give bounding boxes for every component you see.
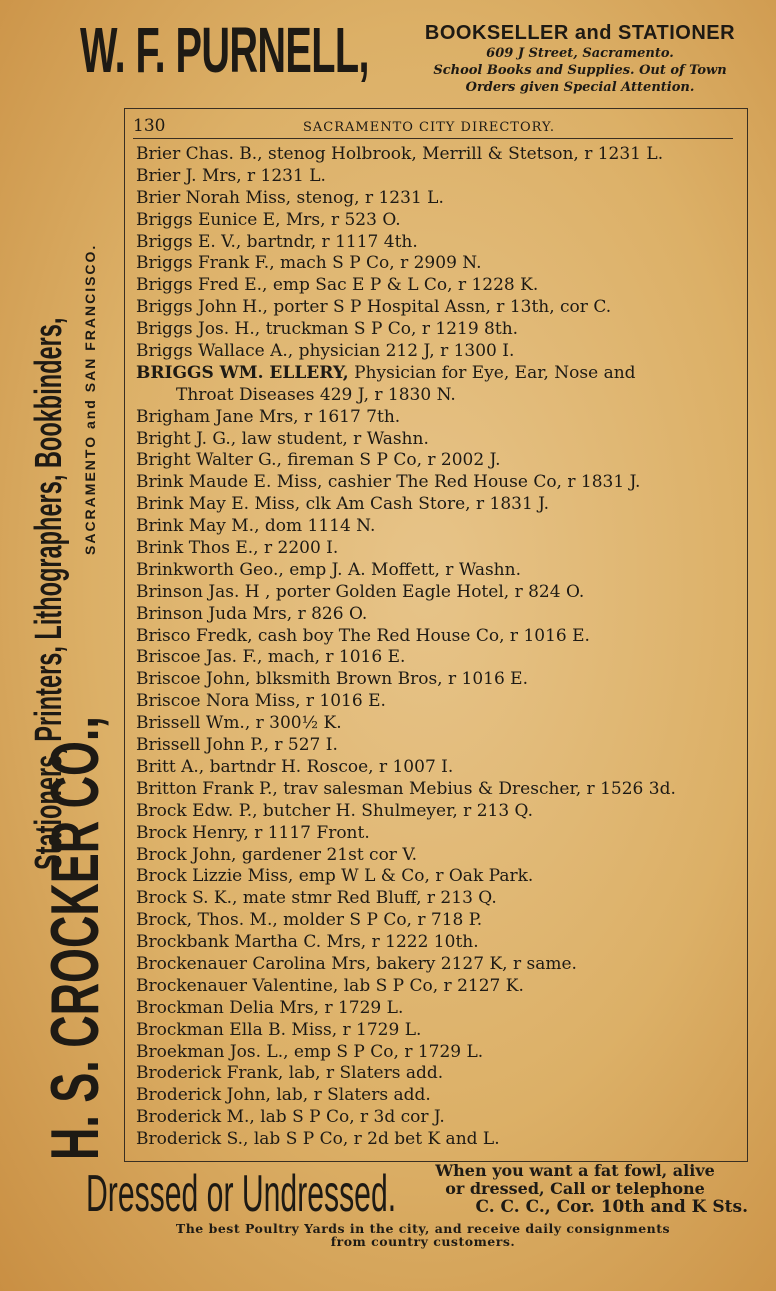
directory-entry: Briggs E. V., bartndr, r 1117 4th. [136,231,418,252]
directory-entry: Brigham Jane Mrs, r 1617 7th. [136,406,401,427]
directory-entry: Briscoe John, blksmith Brown Bros, r 1016 E. [136,669,528,690]
directory-entry: Britt A., bartndr H. Roscoe, r 1007 I. [136,756,454,777]
directory-entry: Brock John, gardener 21st cor V. [136,844,418,865]
sidebar-ad [20,60,130,1160]
directory-entry: Briggs Fred E., emp Sac E P & L Co, r 1228 K. [136,275,539,296]
directory-entry: Brockbank Martha C. Mrs, r 1222 10th. [136,932,479,953]
featured-entry-name: BRIGGS WM. ELLERY, [136,362,349,383]
page-number: 130 [133,116,166,136]
sidebar-cities: SACRAMENTO and SAN FRANCISCO. [82,243,98,555]
page-header [133,116,733,139]
directory-entry: Briggs Wallace A., physician 212 J, r 1300 I. [136,341,515,362]
directory-entry: Brockenauer Valentine, lab S P Co, r 2127 K. [136,975,524,996]
directory-entry: Brissell John P., r 527 I. [136,735,338,756]
directory-entry: Brock Lizzie Miss, emp W L & Co, r Oak Park. [136,866,534,887]
directory-entry: Brier Norah Miss, stenog, r 1231 L. [136,187,444,208]
directory-entry: Brissell Wm., r 300½ K. [136,713,342,734]
directory-entry: Brisco Fredk, cash boy The Red House Co, r 1016 E. [136,625,590,646]
directory-entry: Brink Thos E., r 2200 I. [136,538,339,559]
directory-entry: Briggs Frank F., mach S P Co, r 2909 N. [136,253,482,274]
featured-entry-text: Physician for Eye, Ear, Nose and [348,362,636,383]
footer-tagline1: The best Poultry Yards in the city, and receive daily consignments [175,1221,671,1236]
footer-tagline [88,1222,758,1248]
directory-entry: Brier J. Mrs, r 1231 L. [136,165,326,186]
directory-entry: Brockenauer Carolina Mrs, bakery 2127 K, r same. [136,953,577,974]
footer-ad [390,1162,760,1216]
directory-entry: Brock Edw. P., butcher H. Shulmeyer, r 213 Q. [136,800,534,821]
merchant-line3: School Books and Supplies. Out of Town [433,63,727,78]
footer-tagline2: from country customers. [330,1234,516,1249]
featured-entry [136,363,746,385]
directory-entry: Brinson Jas. H , porter Golden Eagle Hotel, r 824 O. [136,581,585,602]
directory-entry: Brockman Ella B. Miss, r 1729 L. [136,1019,422,1040]
directory-entry: Broderick M., lab S P Co, r 3d cor J. [136,1107,445,1128]
directory-entry: Briggs Eunice E, Mrs, r 523 O. [136,209,401,230]
directory-entry: Brink Maude E. Miss, cashier The Red House Co, r 1831 J. [136,472,641,493]
footer-line3: C. C. C., Cor. 10th and K Sts. [475,1197,748,1217]
footer-line2: or dressed, Call or telephone [445,1179,705,1198]
merchant-line4: Orders given Special Attention. [465,80,695,95]
directory-entry: Bright J. G., law student, r Washn. [136,428,429,449]
merchant-ad [410,22,750,96]
directory-entry: Brink May E. Miss, clk Am Cash Store, r 1831 J. [136,494,550,515]
merchant-name: W. F. PURNELL, [80,14,369,86]
sidebar-company: H. S. CROCKER CO., [37,716,113,1160]
directory-entry: Briggs Jos. H., truckman S P Co, r 1219 8th. [136,319,519,340]
footer-headline: Dressed or Undressed. [86,1165,397,1223]
merchant-trade: BOOKSELLER and STATIONER [424,22,736,44]
footer-line1: When you want a fat fowl, alive [435,1161,715,1180]
directory-entry: Brier Chas. B., stenog Holbrook, Merrill & Stetson, r 1231 L. [136,144,664,164]
directory-entry: Broderick Frank, lab, r Slaters add. [136,1063,444,1084]
directory-entry: Brockman Delia Mrs, r 1729 L. [136,997,404,1018]
directory-entry: Briscoe Jas. F., mach, r 1016 E. [136,647,406,668]
running-head: SACRAMENTO CITY DIRECTORY. [303,120,556,135]
sidebar-services: Stationers, Printers, Lithographers, Bookbinders, [28,317,70,870]
directory-entry: Brock S. K., mate stmr Red Bluff, r 213 Q. [136,888,497,909]
directory-entries [136,144,746,1151]
directory-entry: Brinson Juda Mrs, r 826 O. [136,603,368,624]
directory-entry: Britton Frank P., trav salesman Mebius & Drescher, r 1526 3d. [136,778,676,799]
directory-entry: Broderick John, lab, r Slaters add. [136,1085,431,1106]
featured-entry-continuation: Throat Diseases 429 J, r 1830 N. [176,384,456,405]
directory-entry: Brinkworth Geo., emp J. A. Moffett, r Washn. [136,559,521,580]
merchant-address: 609 J Street, Sacramento. [486,46,674,61]
directory-entry: Brock, Thos. M., molder S P Co, r 718 P. [136,910,483,931]
directory-entry: Briggs John H., porter S P Hospital Assn, r 13th, cor C. [136,297,612,318]
directory-entry: Broekman Jos. L., emp S P Co, r 1729 L. [136,1041,484,1062]
directory-entry: Briscoe Nora Miss, r 1016 E. [136,691,386,712]
directory-entry: Brink May M., dom 1114 N. [136,516,376,537]
directory-entry: Bright Walter G., fireman S P Co, r 2002 J. [136,450,501,471]
directory-entry: Broderick S., lab S P Co, r 2d bet K and L. [136,1129,500,1150]
directory-entry: Brock Henry, r 1117 Front. [136,822,370,843]
